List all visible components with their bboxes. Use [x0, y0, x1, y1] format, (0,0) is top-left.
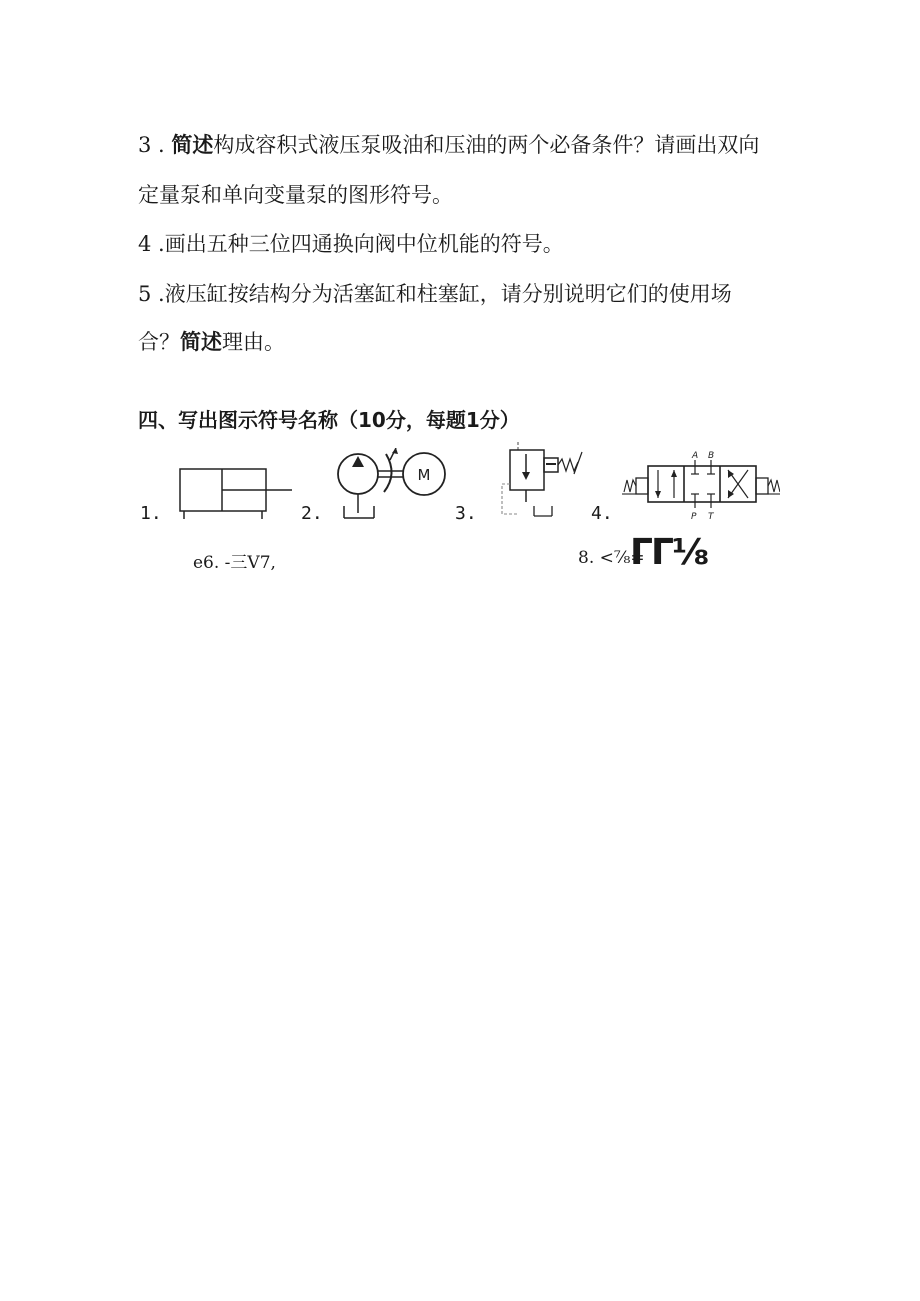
item-8-text: 8. <⅞=: [578, 548, 645, 568]
pump-motor-symbol: [326, 448, 451, 523]
motor-label: M: [417, 466, 431, 484]
question-3-text: 构成容积式液压泵吸油和压油的两个必备条件？请画出双向: [213, 133, 760, 157]
item-number-1: 1.: [140, 503, 162, 524]
question-5-start: 合？: [138, 330, 180, 354]
item-number-3: 3.: [455, 503, 477, 524]
item-8-symbol: ΓΓ⅛: [630, 532, 708, 573]
question-3-line-2: 定量泵和单向变量泵的图形符号。: [138, 183, 453, 207]
question-3-prefix: 3 .: [138, 133, 165, 157]
port-a-label: A: [692, 451, 699, 461]
port-t-label: T: [708, 512, 714, 522]
section-4-heading: 四、写出图示符号名称（10分，每题1分）: [138, 408, 520, 432]
items-6-7-text: e6. -三V7,: [193, 553, 276, 573]
question-3-line-1: [138, 130, 759, 160]
question-5-line-1: 5 .液压缸按结构分为活塞缸和柱塞缸，请分别说明它们的使用场: [138, 282, 732, 306]
directional-valve-symbol: [622, 448, 780, 522]
question-5-end: 理由。: [222, 330, 285, 354]
question-4: 4 .画出五种三位四通换向阀中位机能的符号。: [138, 232, 564, 256]
item-number-2: 2.: [301, 503, 323, 524]
item-number-4: 4.: [591, 503, 613, 524]
question-5-line-2: [138, 327, 285, 357]
question-5-keyword: 简述: [180, 330, 222, 354]
port-p-label: P: [691, 512, 697, 522]
question-3-keyword: 简述: [171, 133, 214, 157]
port-b-label: B: [708, 451, 715, 461]
pressure-valve-symbol: [482, 440, 587, 522]
hydraulic-cylinder-symbol: [176, 466, 296, 522]
